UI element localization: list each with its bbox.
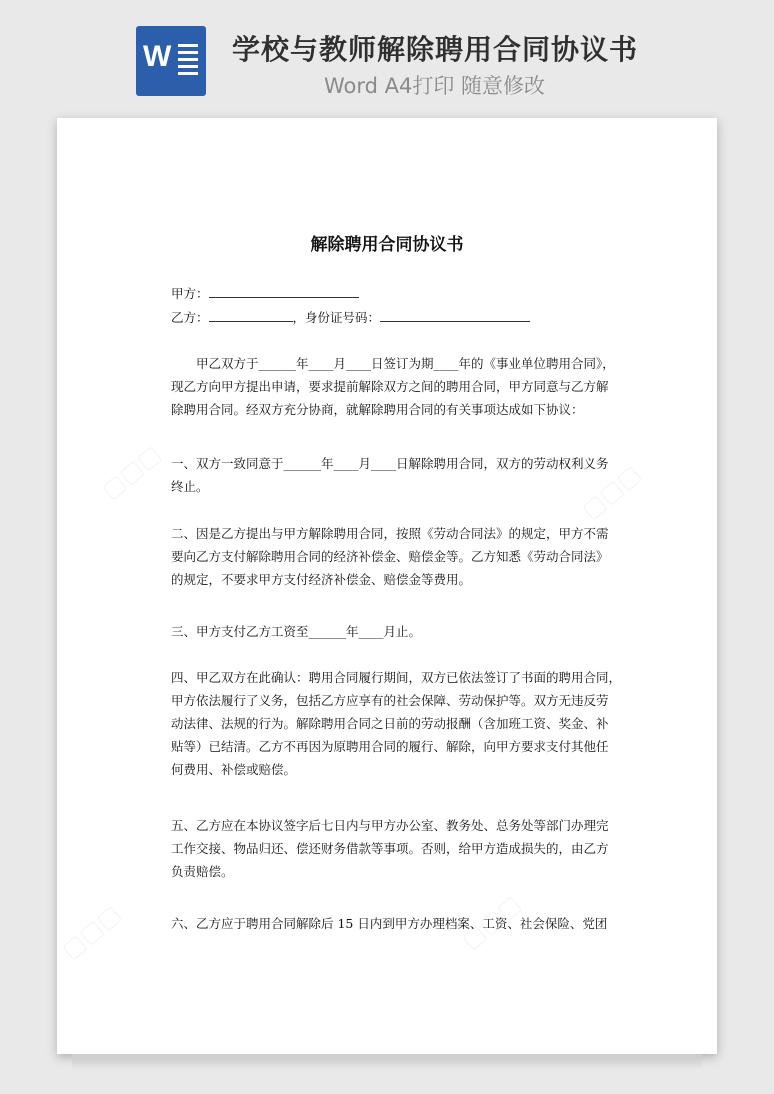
paragraph-clause-4: 四、甲乙双方在此确认：聘用合同履行期间，双方已依法签订了书面的聘用合同， 甲方依法履行了义务，包括乙方应享有的社会保障、劳动保护等。双方无违反劳 动法律、法规的行为。解除聘用合同之日前的劳动报酬（含加班工资、奖金、补 贴等）已结清。乙方不再因为原聘用合同的履行、解除，向甲方要求支付其他任 何费用、补偿或赔偿。 <box>171 670 622 777</box>
party-b-blank <box>209 309 293 322</box>
banner-title: 学校与教师解除聘用合同协议书 <box>232 33 639 66</box>
banner <box>0 0 774 112</box>
paragraph-clause-3: 三、甲方支付乙方工资至______年____月止。 <box>171 624 422 639</box>
paragraph-clause-1: 一、双方一致同意于______年____月____日解除聘用合同，双方的劳动权利义务 终止。 <box>171 456 609 494</box>
party-a-blank <box>209 285 359 298</box>
paragraph-intro: 甲乙双方于______年____月____日签订为期____年的《事业单位聘用合同》， 现乙方向甲方提出申请，要求提前解除双方之间的聘用合同，甲方同意与乙方解 除聘用合同。经双方充分协商，就解除聘用合同的有关事项达成如下协议： <box>171 356 615 417</box>
party-b-label: 乙方： <box>171 310 209 325</box>
party-b-id-blank <box>380 309 530 322</box>
watermark <box>96 439 166 504</box>
banner-subtitle: Word A4打印 随意修改 <box>324 74 546 98</box>
party-a-line <box>171 282 617 305</box>
party-b-line <box>171 306 617 329</box>
paragraph-clause-6: 六、乙方应于聘用合同解除后 15 日内到甲方办理档案、工资、社会保险、党团 <box>171 916 608 931</box>
party-b-id-label: ，身份证号码： <box>292 310 381 325</box>
word-logo-lines <box>178 44 198 79</box>
paragraph-clause-5: 五、乙方应在本协议签字后七日内与甲方办公室、教务处、总务处等部门办理完 工作交接、物品归还、偿还财务借款等事项。否则，给甲方造成损失的，由乙方 负责赔偿。 <box>171 818 609 879</box>
document-page <box>57 118 717 1054</box>
paragraph-clause-2: 二、因是乙方提出与甲方解除聘用合同，按照《劳动合同法》的规定，甲方不需 要向乙方支付解除聘用合同的经济补偿金、赔偿金等。乙方知悉《劳动合同法》 的规定，不要求甲方支付经济补偿金、赔偿金等费用。 <box>171 526 609 587</box>
page-shadow <box>72 1054 702 1070</box>
document-title: 解除聘用合同协议书 <box>310 235 464 255</box>
watermark <box>57 899 126 964</box>
word-logo-letter: W <box>143 40 172 73</box>
party-a-label: 甲方： <box>171 286 209 301</box>
word-icon <box>136 26 206 96</box>
